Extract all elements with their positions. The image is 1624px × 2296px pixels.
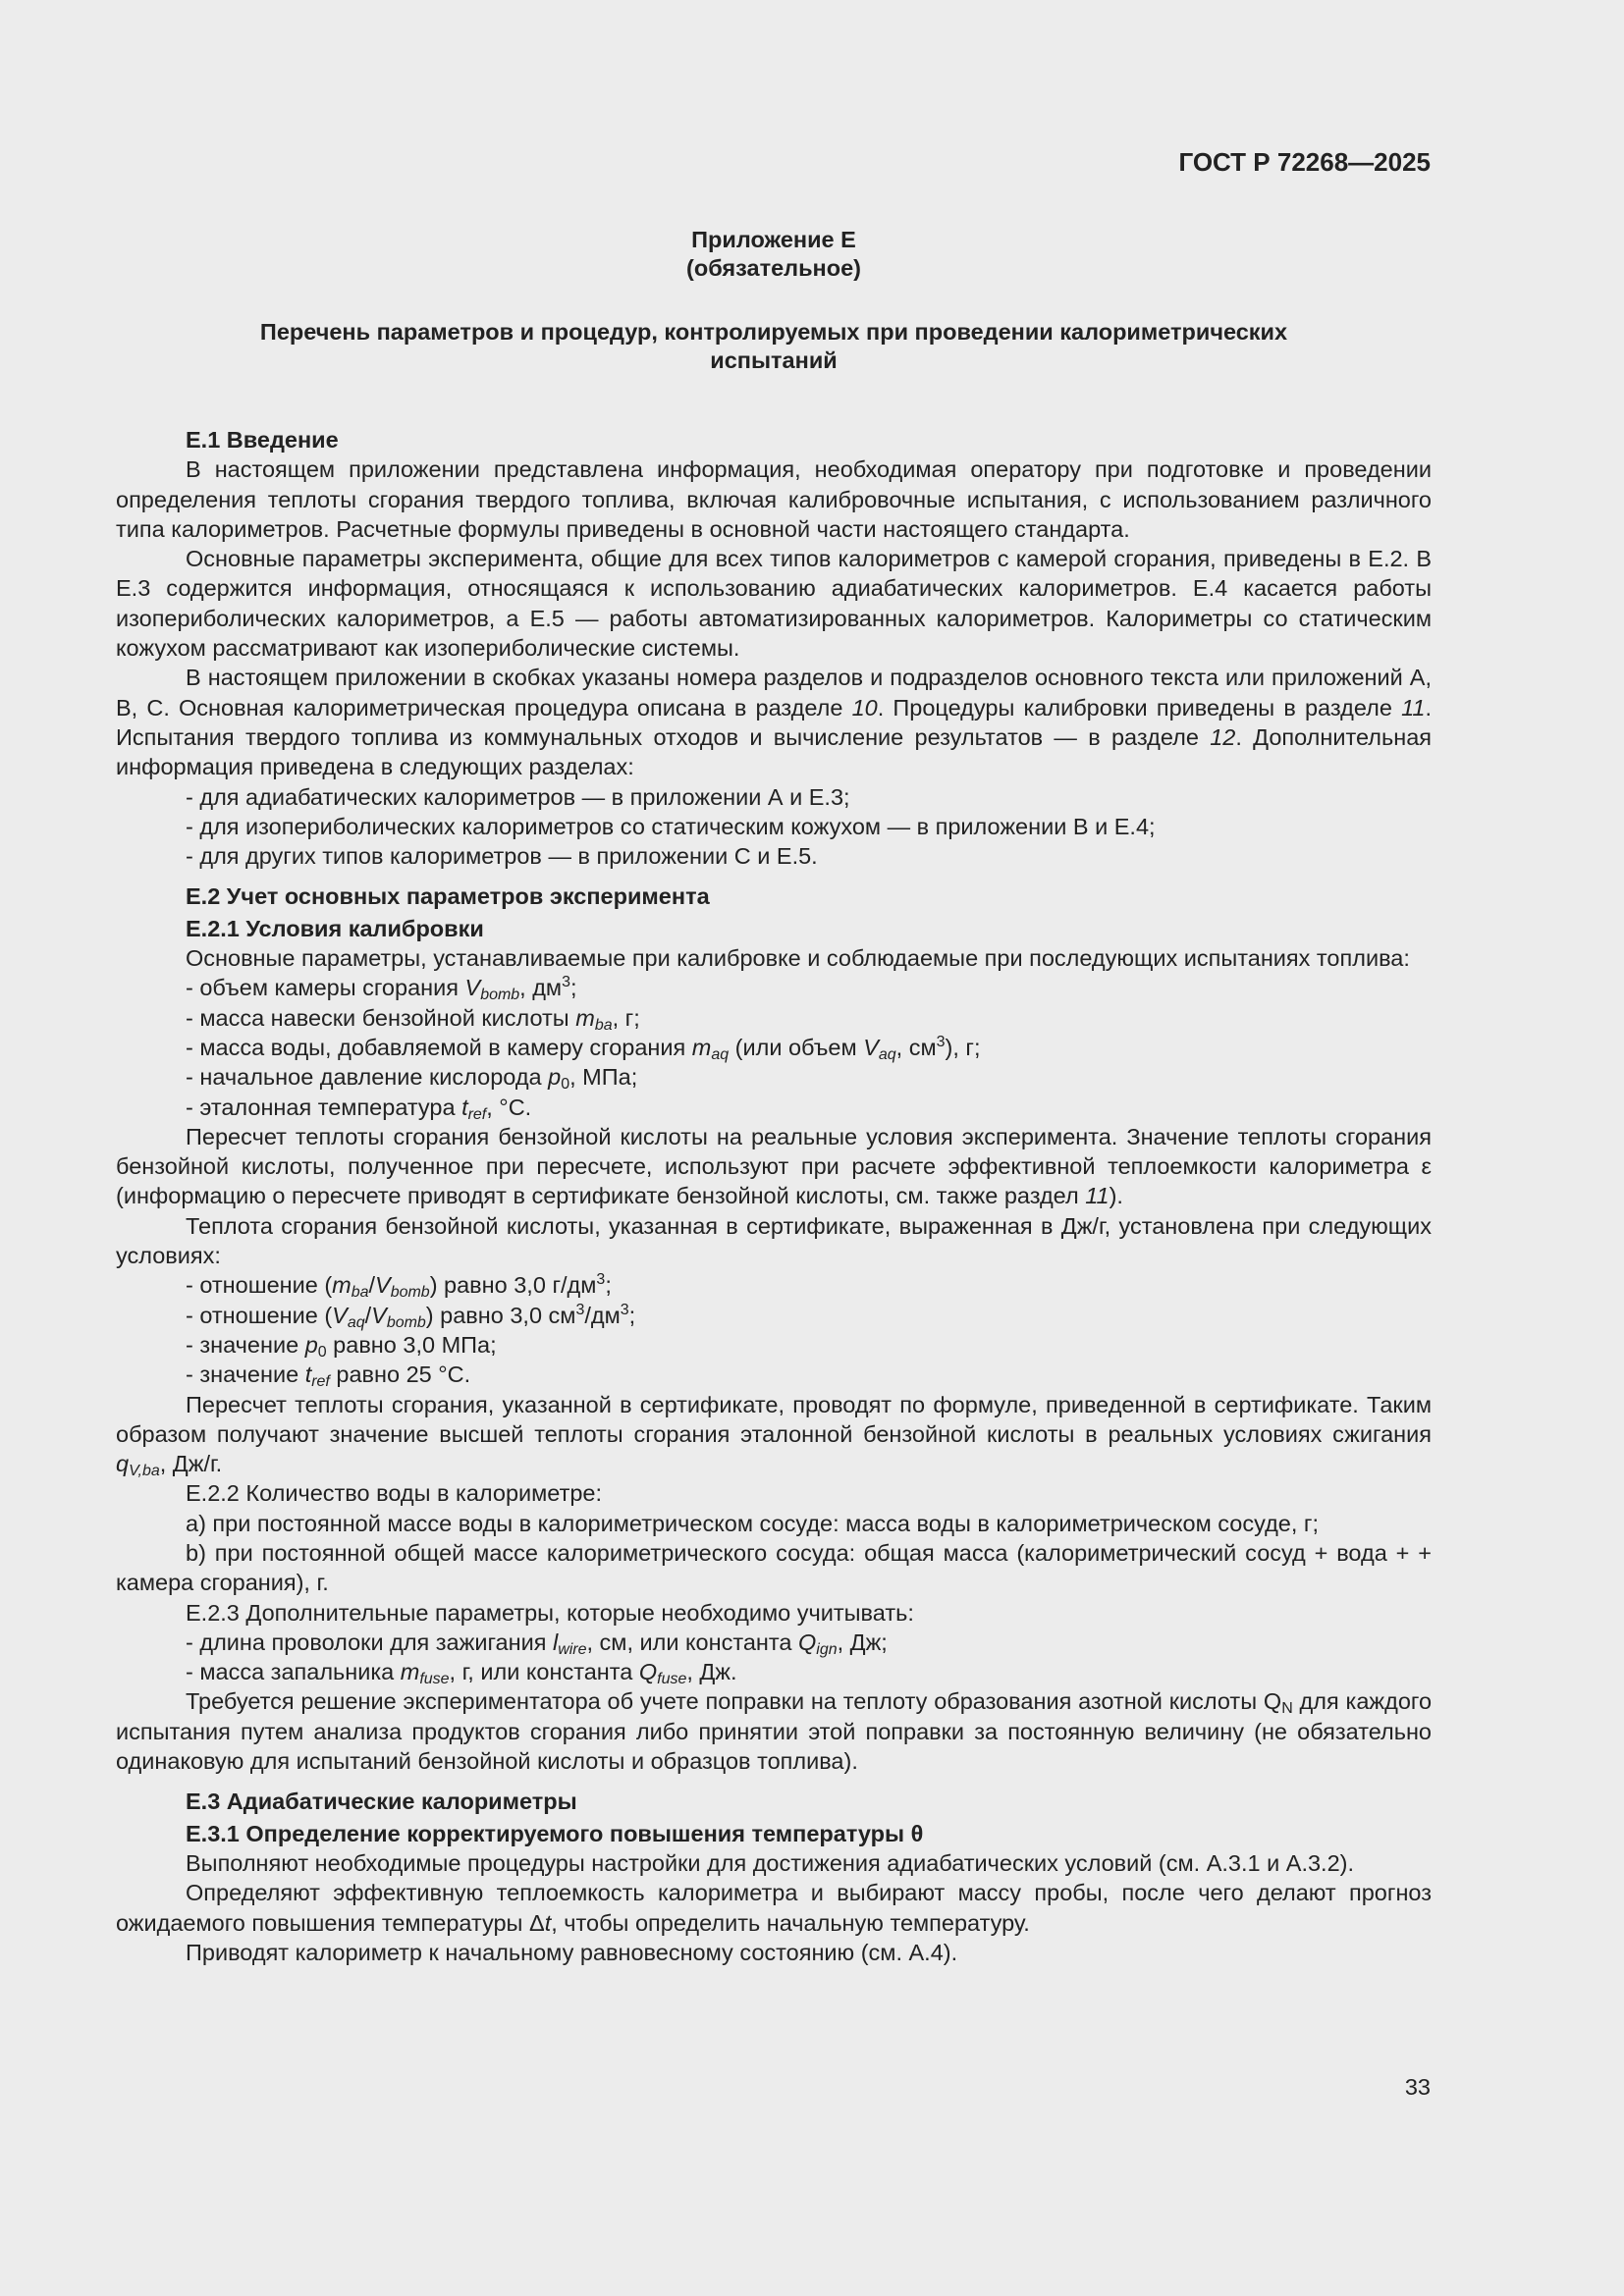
section-e3-heading: Е.3 Адиабатические калориметры [186, 1789, 577, 1815]
list-item: - масса навески бензойной кислоты $m_{ba}$, г; [186, 1004, 640, 1034]
list-item: - для адиабатических калориметров — в приложении А и Е.3; [186, 783, 850, 810]
list-item: - эталонная температура $t_{ref}$, °С. [186, 1094, 532, 1123]
paragraph: В настоящем приложении в скобках указаны номера разделов и подразделов основного текста или приложений А, В, С. Основная калориметрическая процедура описана в разделе 10. Процедуры калибровки приведены в разделе 11. Испытания твердого топлива из коммунальных отходов и вычисление результатов — в разделе 12. Дополнительная информация приведена в следующих разделах: [116, 665, 1433, 780]
paragraph: Приводят калориметр к начальному равновесному состоянию (см. А.4). [186, 1939, 958, 1965]
list-item: b) при постоянной общей массе калориметрического сосуда: общая масса (калориметрический сосуд + вода + + камера сгорания), г. [116, 1539, 1432, 1596]
list-item: - отношение $(V_{aq}/V_{bomb})$ равно 3,0 $см^3/дм^3$; [186, 1301, 636, 1331]
paragraph: Основные параметры, устанавливаемые при калибровке и соблюдаемые при последующих испытаниях топлива: [186, 945, 1410, 972]
body-text [116, 425, 1432, 1967]
list-item: a) при постоянной массе воды в калориметрическом сосуде: масса воды в калориметрическом сосуде, г; [186, 1510, 1320, 1536]
document-title-line-2: испытаний [710, 347, 838, 373]
paragraph: Определяют эффективную теплоемкость калориметра и выбирают массу пробы, после чего делают прогноз ожидаемого повышения температуры Δt, чтобы определить начальную температуру. [116, 1880, 1432, 1936]
list-item: - отношение $(m_{ba}/V_{bomb})$ равно 3,0 $г/дм^3$; [186, 1271, 612, 1302]
subsection-e23-heading: Е.2.3 Дополнительные параметры, которые необходимо учитывать: [186, 1599, 914, 1626]
list-item: - начальное давление кислорода $p_0$, МПа; [186, 1064, 638, 1094]
paragraph: Выполняют необходимые процедуры настройки для достижения адиабатических условий (см. А.3.1 и А.3.2). [186, 1849, 1355, 1876]
paragraph: Пересчет теплоты сгорания, указанной в сертификате, проводят по формуле, приведенной в сертификате. Таким образом получают значение высшей теплоты сгорания эталонной бензойной кислоты в реальных условиях сжигания $q_{V,ba}$, Дж/г. [116, 1391, 1432, 1480]
appendix-caption [116, 226, 1432, 283]
appendix-status: (обязательное) [686, 255, 861, 281]
list-item: - масса воды, добавляемой в камеру сгорания $m_{aq}$ (или объем $V_{aq}$, $см^3$), г; [186, 1033, 981, 1063]
list-item: - значение $p_0$ равно 3,0 МПа; [186, 1331, 497, 1361]
section-e1-heading: Е.1 Введение [186, 427, 339, 453]
list-item: - для других типов калориметров — в приложении С и Е.5. [186, 843, 818, 870]
paragraph: Основные параметры эксперимента, общие для всех типов калориметров с камерой сгорания, приведены в Е.2. В Е.3 содержится информация, относящаяся к использованию адиабатических калориметров. Е.4 касается работы изопериболических калориметров, а Е.5 — работы автоматизированных калориметров. Калориметры со статическим кожухом рассматривают как изопериболические системы. [116, 546, 1432, 662]
document-title-line-1: Перечень параметров и процедур, контролируемых при проведении калориметрических [259, 319, 1288, 345]
subsection-e21-heading: Е.2.1 Условия калибровки [186, 915, 484, 941]
list-item: - масса запальника $m_{fuse}$, г, или константа $Q_{fuse}$, Дж. [186, 1659, 737, 1688]
appendix-title: Приложение Е [691, 227, 856, 252]
list-item: - для изопериболических калориметров со статическим кожухом — в приложении В и Е.4; [186, 813, 1156, 839]
page-number: 33 [1404, 2074, 1431, 2100]
paragraph: Теплота сгорания бензойной кислоты, указанная в сертификате, выраженная в Дж/г, установлена при следующих условиях: [116, 1212, 1432, 1269]
paragraph: Требуется решение экспериментатора об учете поправки на теплоту образования азотной кислоты $Q_N$ для каждого испытания путем анализа продуктов сгорания либо принятии этой поправки за постоянную величину (не обязательно одинаковую для испытаний бензойной кислоты и образцов топлива). [116, 1688, 1433, 1775]
list-item: - длина проволоки для зажигания $l_{wire}$, см, или константа $Q_{ign}$, Дж; [186, 1629, 888, 1658]
subsection-e22-heading: Е.2.2 Количество воды в калориметре: [186, 1480, 603, 1507]
list-item: - значение $t_{ref}$ равно 25 °С. [186, 1362, 471, 1391]
section-e2-heading: Е.2 Учет основных параметров эксперимента [186, 883, 710, 910]
subsection-e31-heading: Е.3.1 Определение корректируемого повышения температуры θ [186, 1820, 924, 1846]
document-title [116, 318, 1432, 375]
paragraph: Пересчет теплоты сгорания бензойной кислоты на реальные условия эксперимента. Значение теплоты сгорания бензойной кислоты, полученное при пересчете, используют при расчете эффективной теплоемкости калориметра ε (информацию о пересчете приводят в сертификате бензойной кислоты, см. также раздел 11). [116, 1123, 1432, 1209]
list-item: - объем камеры сгорания $V_{bomb}$, $дм^3$; [186, 974, 577, 1004]
standard-code: ГОСТ Р 72268—2025 [1178, 147, 1431, 177]
paragraph: В настоящем приложении представлена информация, необходимая оператору при подготовке и проведении определения теплоты сгорания твердого топлива, включая калибровочные испытания, с использованием различного типа калориметров. Расчетные формулы приведены в основной части настоящего стандарта. [116, 456, 1432, 542]
